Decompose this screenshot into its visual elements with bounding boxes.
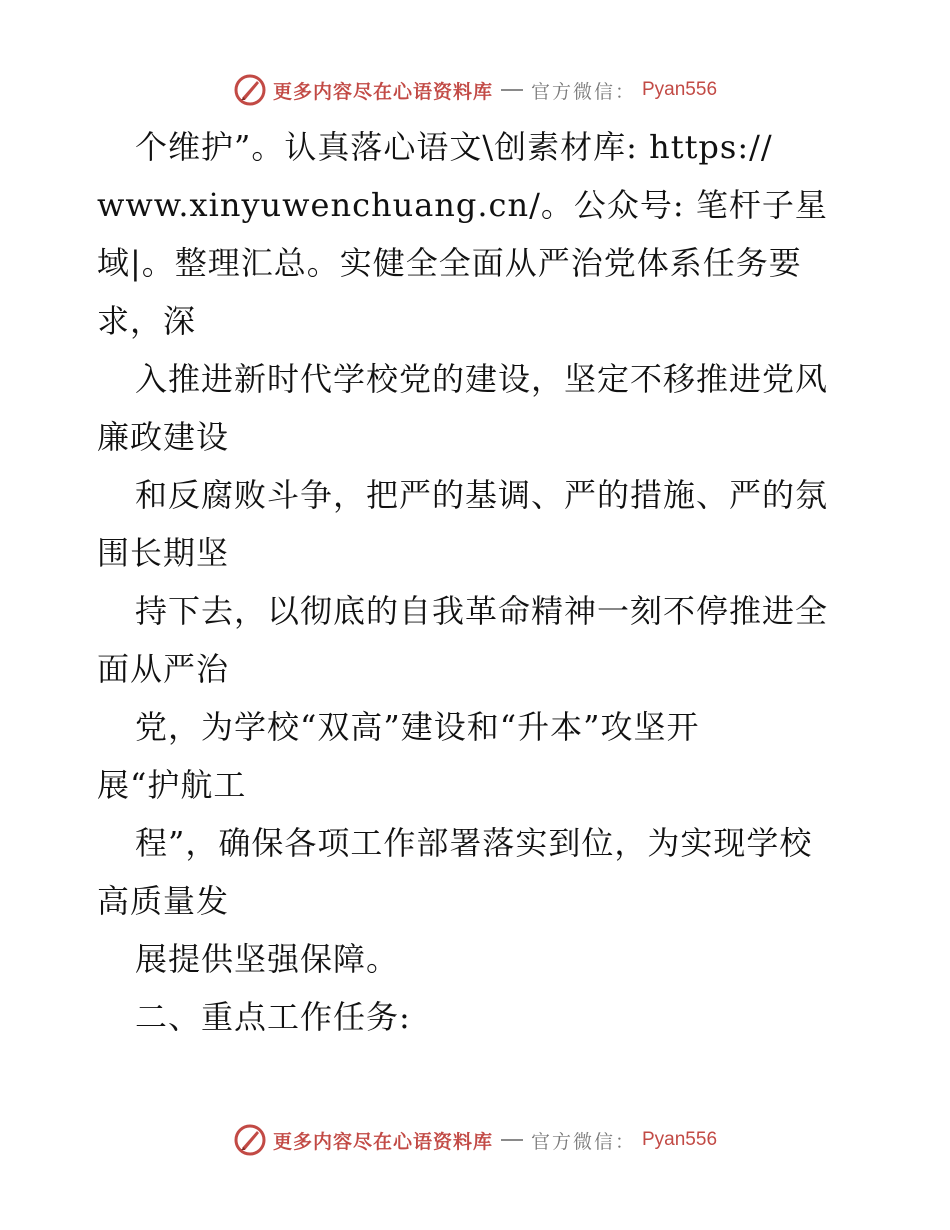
- quill-pen-logo-icon: [233, 1123, 267, 1157]
- banner-divider: [501, 89, 523, 91]
- banner-wechat-id: Pyan556: [642, 79, 718, 100]
- banner-divider: [501, 1139, 523, 1141]
- text-line: 廉政建设: [97, 418, 230, 456]
- section-heading: 二、重点工作任务:: [135, 998, 411, 1036]
- text-line: 域|。整理汇总。实健全全面从严治党体系任务要: [97, 244, 802, 282]
- text-line: 入推进新时代学校党的建设，坚定不移推进党风: [135, 360, 829, 398]
- text-line: 个维护”。认真落心语文\创素材库: https://: [135, 128, 773, 166]
- footer-watermark-banner: [0, 1120, 950, 1160]
- banner-brand-text: 更多内容尽在心语资料库: [272, 1130, 493, 1153]
- text-line: 面从严治: [97, 650, 230, 688]
- banner-wechat-label: 官方微信：: [530, 80, 636, 103]
- text-line: 展提供坚强保障。: [135, 940, 400, 978]
- document-body: [97, 118, 867, 1046]
- text-line: 高质量发: [97, 882, 230, 920]
- banner-wechat-label: 官方微信：: [530, 1130, 636, 1153]
- quill-pen-logo-icon: [233, 73, 267, 107]
- text-line: 程”，确保各项工作部署落实到位，为实现学校: [135, 824, 813, 862]
- text-line: 围长期坚: [97, 534, 230, 572]
- text-line: 展“护航工: [97, 766, 247, 804]
- text-line: 和反腐败斗争，把严的基调、严的措施、严的氛: [135, 476, 829, 514]
- text-line: 党，为学校“双高”建设和“升本”攻坚开: [135, 708, 700, 746]
- header-watermark-banner: [0, 70, 950, 110]
- text-line: 求，深: [97, 302, 197, 340]
- banner-brand-text: 更多内容尽在心语资料库: [272, 80, 493, 103]
- banner-wechat-id: Pyan556: [642, 1129, 718, 1150]
- text-line: www.xinyuwenchuang.cn/。公众号: 笔杆子星: [97, 186, 828, 224]
- text-line: 持下去，以彻底的自我革命精神一刻不停推进全: [135, 592, 829, 630]
